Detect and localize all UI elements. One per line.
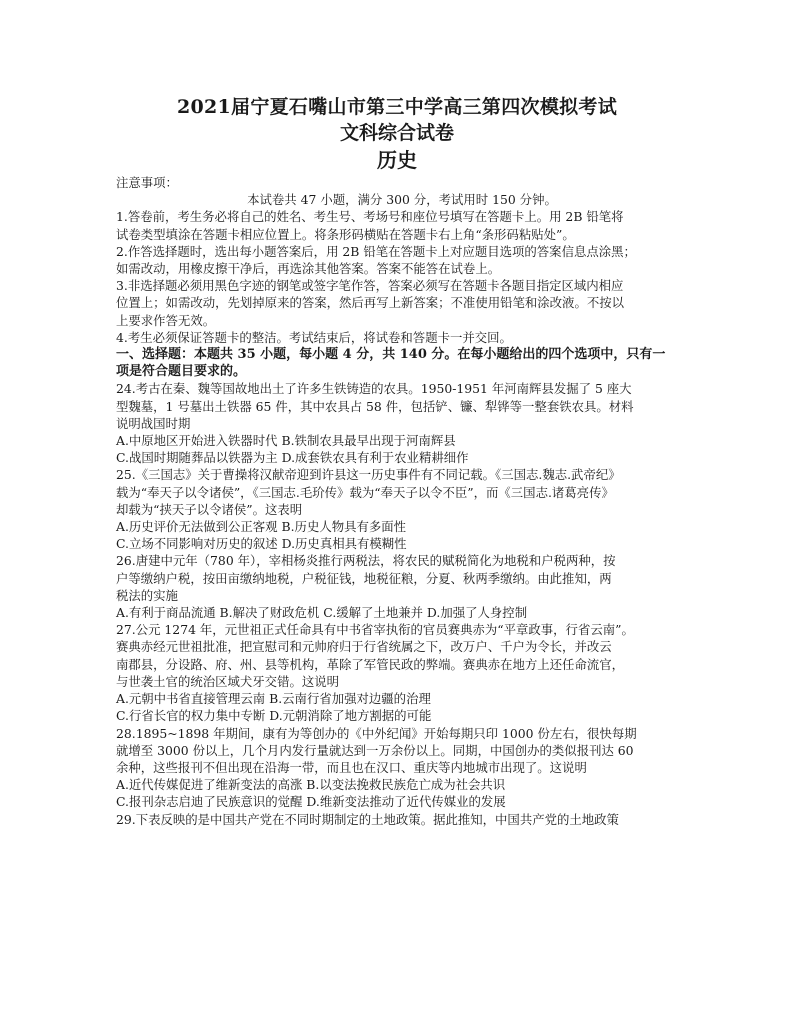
notice-intro: 本试卷共 47 小题，满分 300 分，考试用时 150 分钟。 [247,192,557,208]
document-body [116,174,688,828]
notice-heading: 注意事项： [116,175,178,190]
question-option: A.元朝中书省直接管理云南 B.云南行省加强对边疆的治理 [116,691,431,707]
question-option: C.报刊杂志启迪了民族意识的觉醒 D.维新变法推动了近代传媒业的发展 [116,794,506,810]
question-stem: 27.公元 1274 年，元世祖正式任命具有中书省宰执衔的官员赛典赤为“平章政事，行省云南”。 赛典赤经元世祖批准，把宣慰司和元帅府归于行省统属之下，改万户、千户为令长，并改云 南郡县，分设路、府、州、县等机构，革除了军管民政的弊端。赛典赤在地方上还任命流官， 与世袭土官的统治区域犬牙交错。这说明 [116,622,634,689]
notice-item: 2.作答选择题时，选出每小题答案后，用 2B 铅笔在答题卡上对应题目选项的答案信息点涂黑； 如需改动，用橡皮擦干净后，再选涂其他答案。答案不能答在试卷上。 [116,243,636,277]
notice-item: 3.非选择题必须用黑色字迹的钢笔或签字笔作答，答案必须写在答题卡各题目指定区域内相应 位置上；如需改动，先划掉原来的答案，然后再写上新答案；不准使用铅笔和涂改液。不按以 上要求作答无效。 [116,278,625,328]
subject-title: 历史 [377,148,417,172]
question-stem: 25.《三国志》关于曹操将汉献帝迎到许县这一历史事件有不同记载。《三国志.魏志.武帝纪》 载为“奉天子以令诸侯”，《三国志.毛玠传》载为“奉天子以令不臣”，而《三国志.诸葛亮传》 却载为“挟天子以令诸侯”。这表明 [116,467,621,517]
question-29 [116,811,688,828]
question-24 [116,380,688,466]
question-28 [116,725,688,811]
exam-subtitle: 文科综合试卷 [339,122,454,144]
notice-item: 1.答卷前，考生务必将自己的姓名、考生号、考场号和座位号填写在答题卡上。用 2B 铅笔将 试卷类型填涂在答题卡相应位置上。将条形码横贴在答题卡右上角“条形码粘贴处”。 [116,209,624,242]
question-26 [116,552,688,621]
section-heading: 一、选择题：本题共 35 小题，每小题 4 分，共 140 分。在每小题给出的四个选项中，只有一 项是符合题目要求的。 [116,347,666,380]
question-option: A.近代传媒促进了维新变法的高涨 B.以变法挽救民族危亡成为社会共识 [116,777,506,793]
question-option: C.立场不同影响对历史的叙述 D.历史真相具有模糊性 [116,536,407,552]
question-25 [116,466,688,552]
question-option: A.有利于商品流通 B.解决了财政危机 C.缓解了土地兼并 D.加强了人身控制 [116,605,528,621]
notice-item: 4.考生必须保证答题卡的整洁。考试结束后，将试卷和答题卡一并交回。 [116,329,512,345]
question-stem: 29.下表反映的是中国共产党在不同时期制定的土地政策。据此推知，中国共产党的土地政策 [116,811,619,827]
question-option: C.行省长官的权力集中专断 D.元朝消除了地方割据的可能 [116,708,432,724]
question-stem: 24.考古在秦、魏等国故地出土了许多生铁铸造的农具。1950-1951 年河南辉县发掘了 5 座大 型魏墓，1 号墓出土铁器 65 件，其中农具占 58 件，包括铲、镰、犁铧等一整套铁农具。材料 说明战国时期 [116,381,634,431]
question-stem: 28.1895~1898 年期间，康有为等创办的《中外纪闻》开始每期只印 1000 份左右，很快每期 就增至 3000 份以上，几个月内发行量就达到一万余份以上。同期，中国创办的类似报刊达 60 余种，这些报刊不但出现在沿海一带，而且也在汉口、重庆等内地城市出现了。这说明 [116,725,637,775]
question-option: A.中原地区开始进入铁器时代 B.铁制农具最早出现于河南辉县 [116,433,456,449]
question-stem: 26.唐建中元年（780 年），宰相杨炎推行两税法，将农民的赋税简化为地税和户税两种，按 户等缴纳户税，按田亩缴纳地税，户税征钱，地税征粮，分夏、秋两季缴纳。由此推知，两 税法的实施 [116,553,616,603]
question-27 [116,621,688,724]
question-option: C.战国时期随葬品以铁器为主 D.成套铁农具有利于农业精耕细作 [116,450,469,466]
exam-title: 2021届宁夏石嘴山市第三中学高三第四次模拟考试 [176,96,618,118]
title-block [0,94,794,174]
question-option: A.历史评价无法做到公正客观 B.历史人物具有多面性 [116,519,407,535]
